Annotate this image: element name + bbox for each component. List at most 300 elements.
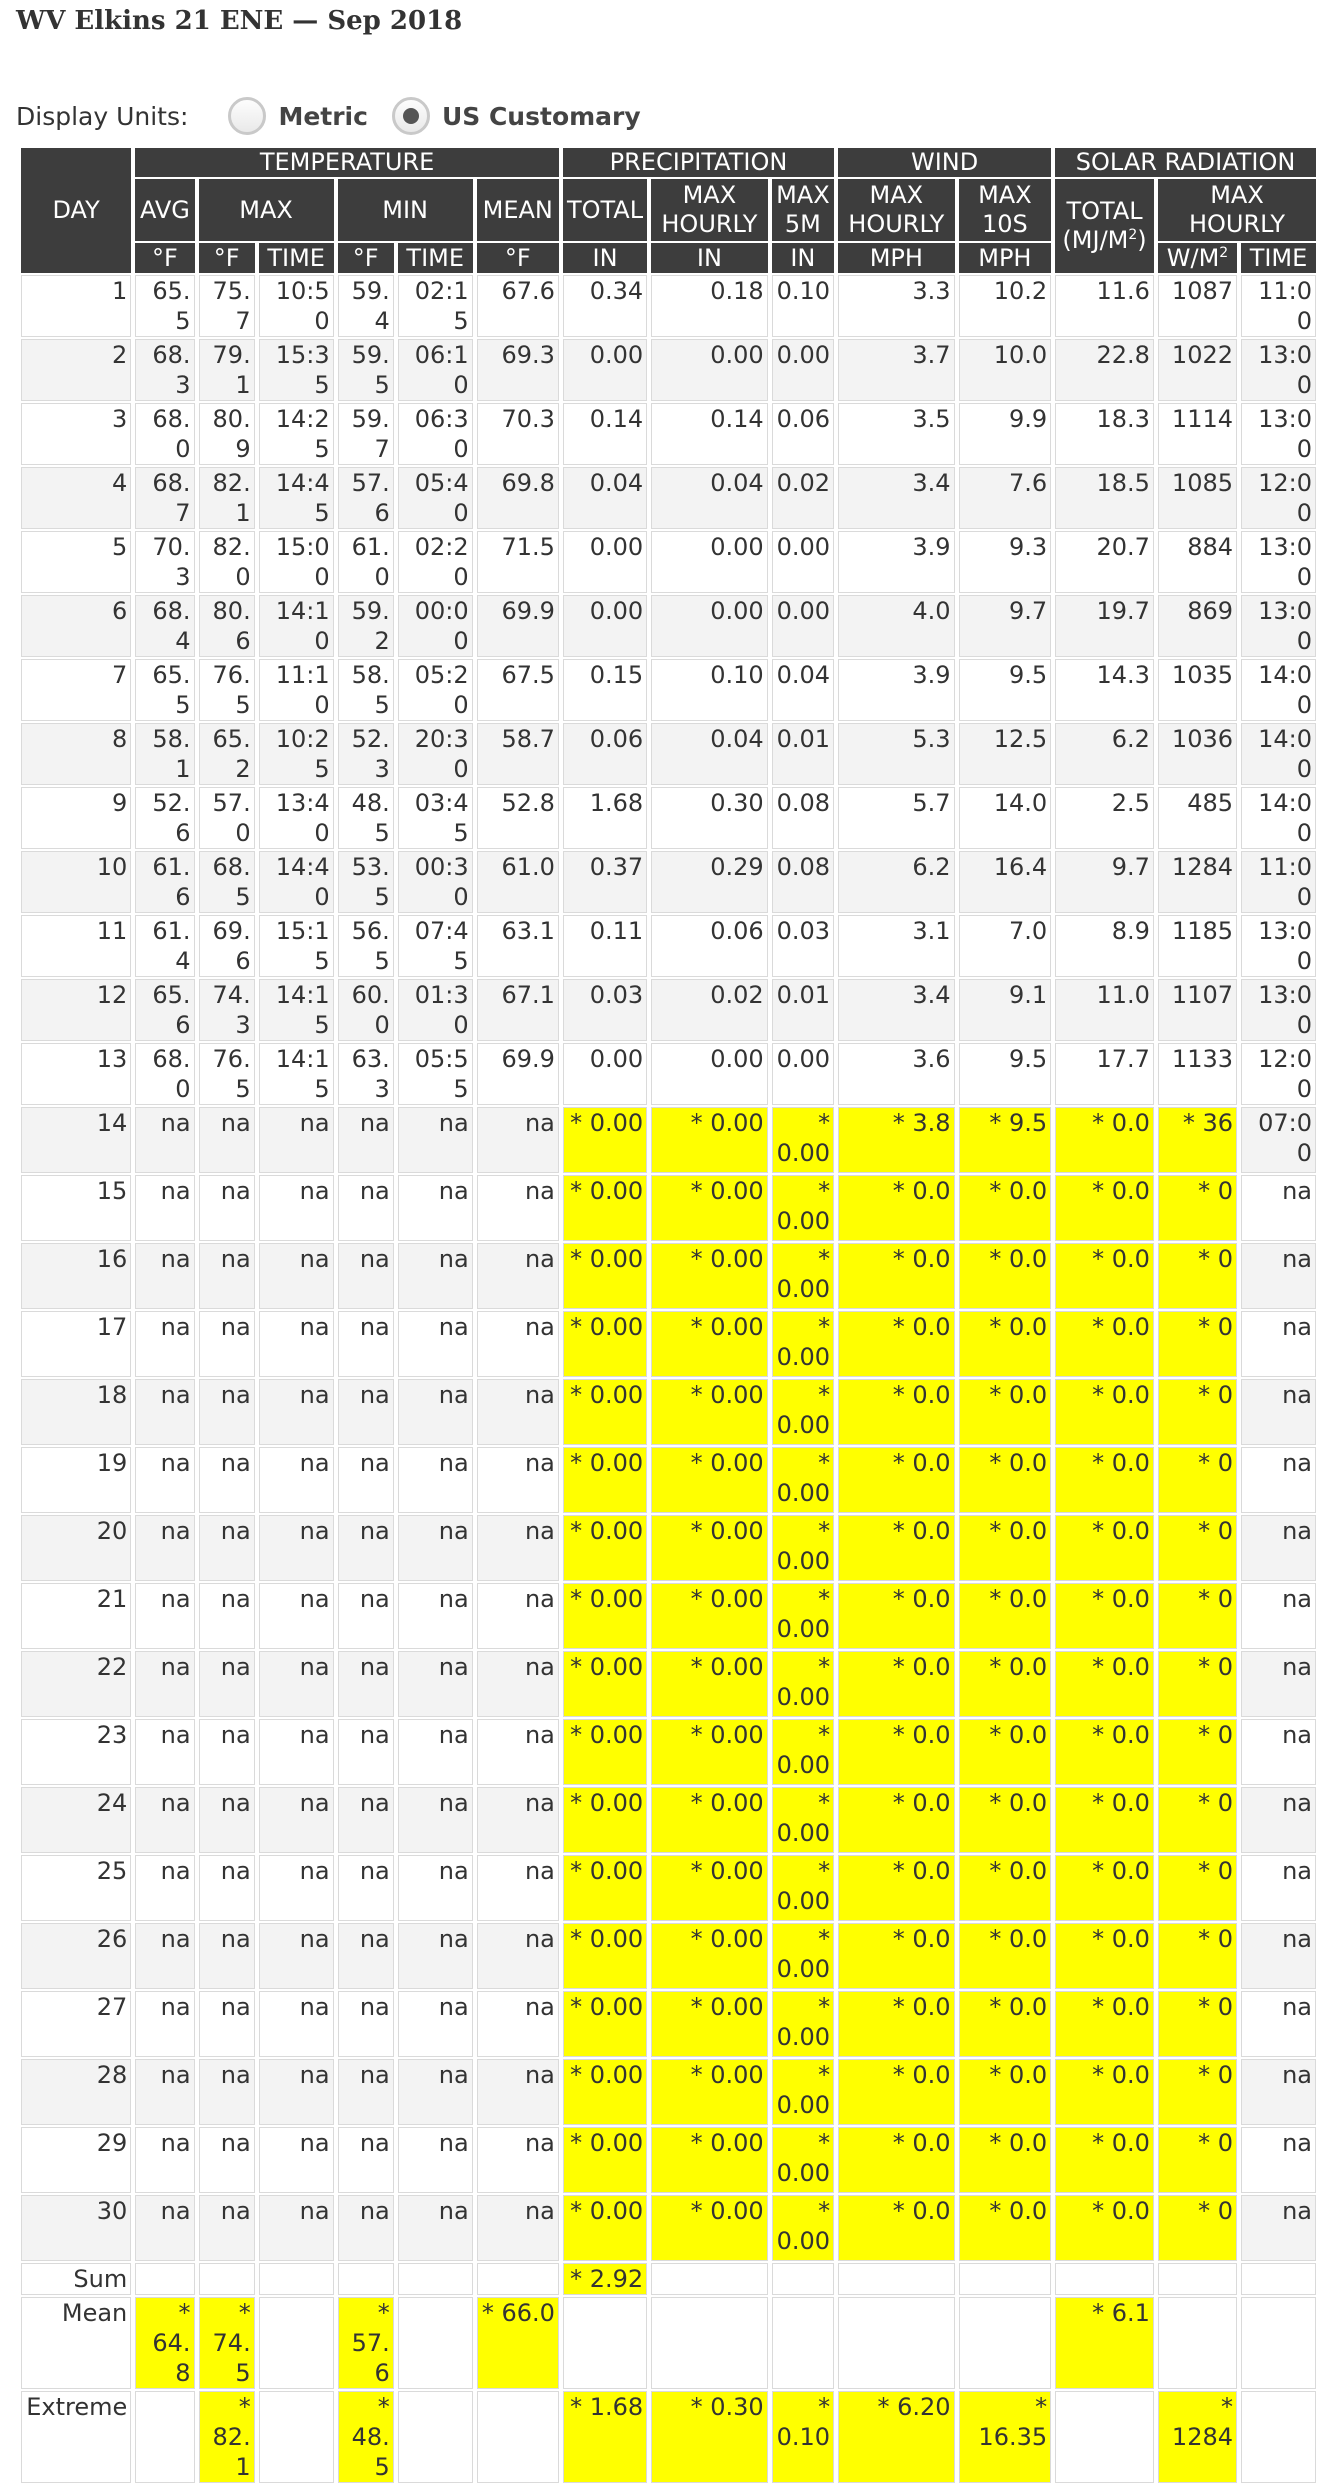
data-cell: na — [338, 1855, 394, 1921]
wind-max-10s-header: MAX 10S — [959, 179, 1052, 241]
data-cell: 1133 — [1158, 1043, 1237, 1105]
data-cell: * 0.0 — [838, 1923, 955, 1989]
table-row — [21, 1379, 1316, 1445]
summary-cell — [477, 2391, 559, 2483]
data-cell: * 0 — [1158, 1787, 1237, 1853]
table-row — [21, 595, 1316, 657]
data-cell: 0.00 — [563, 531, 647, 593]
data-cell: * 0 — [1158, 2195, 1237, 2261]
data-cell: 9.7 — [959, 595, 1052, 657]
unit-header — [651, 243, 768, 273]
data-cell: * 0 — [1158, 1583, 1237, 1649]
day-cell: 28 — [21, 2059, 131, 2125]
data-cell: 14.3 — [1055, 659, 1154, 721]
data-cell: 67.6 — [477, 275, 559, 337]
data-cell: 70.3 — [477, 403, 559, 465]
day-cell: 23 — [21, 1719, 131, 1785]
data-cell: 6.2 — [1055, 723, 1154, 785]
data-cell: na — [477, 1719, 559, 1785]
day-cell: 11 — [21, 915, 131, 977]
data-cell: na — [135, 1651, 194, 1717]
data-cell: 69.3 — [477, 339, 559, 401]
data-cell: na — [199, 1311, 255, 1377]
summary-cell — [959, 2297, 1052, 2389]
data-cell: na — [135, 2127, 194, 2193]
data-cell: * 0.0 — [1055, 1991, 1154, 2057]
day-cell: 18 — [21, 1379, 131, 1445]
data-cell: 0.00 — [772, 595, 834, 657]
data-cell: na — [338, 1447, 394, 1513]
data-cell: * 0.0 — [959, 1719, 1052, 1785]
data-cell: 14:10 — [259, 595, 334, 657]
data-cell: na — [338, 1311, 394, 1377]
data-cell: * 0.00 — [772, 2195, 834, 2261]
table-row — [21, 1991, 1316, 2057]
summary-cell: * 6.20 — [838, 2391, 955, 2483]
data-cell: * 0.0 — [959, 1787, 1052, 1853]
table-row — [21, 275, 1316, 337]
data-cell: 1.68 — [563, 787, 647, 849]
data-cell: na — [338, 2127, 394, 2193]
wind-group-header: WIND — [838, 148, 1051, 177]
data-cell: na — [259, 2127, 334, 2193]
summary-cell — [135, 2263, 194, 2295]
day-cell: 6 — [21, 595, 131, 657]
data-cell: * 0.0 — [1055, 1379, 1154, 1445]
data-cell: na — [398, 1583, 473, 1649]
data-cell: na — [199, 1583, 255, 1649]
data-cell: 68.7 — [135, 467, 194, 529]
data-cell: na — [398, 2059, 473, 2125]
data-cell: 59.4 — [338, 275, 394, 337]
data-cell: 70.3 — [135, 531, 194, 593]
data-cell: 13:00 — [1241, 915, 1316, 977]
table-row — [21, 787, 1316, 849]
data-cell: 11:10 — [259, 659, 334, 721]
table-row — [21, 2195, 1316, 2261]
summary-cell — [1055, 2391, 1154, 2483]
data-cell: * 0.0 — [1055, 1515, 1154, 1581]
data-cell: na — [398, 1175, 473, 1241]
data-cell: 0.18 — [651, 275, 768, 337]
unit-header — [477, 243, 559, 273]
data-cell: * 0.0 — [1055, 1651, 1154, 1717]
summary-cell: * 64.8 — [135, 2297, 194, 2389]
day-cell: 24 — [21, 1787, 131, 1853]
precip-total-header: TOTAL — [563, 179, 647, 241]
summary-cell: * 0.10 — [772, 2391, 834, 2483]
table-row — [21, 467, 1316, 529]
data-cell: * 0.0 — [838, 1515, 955, 1581]
data-cell: * 9.5 — [959, 1107, 1052, 1173]
data-cell: 69.9 — [477, 595, 559, 657]
data-cell: 14:45 — [259, 467, 334, 529]
data-cell: na — [1241, 1583, 1316, 1649]
us-customary-option-label[interactable]: US Customary — [441, 101, 641, 131]
temp-min-header: MIN — [338, 179, 473, 241]
data-cell: 0.00 — [651, 1043, 768, 1105]
data-cell: 6.2 — [838, 851, 955, 913]
data-cell: 69.9 — [477, 1043, 559, 1105]
data-cell: 5.3 — [838, 723, 955, 785]
data-cell: * 0 — [1158, 1447, 1237, 1513]
table-row — [21, 1855, 1316, 1921]
table-row — [21, 1447, 1316, 1513]
data-cell: 76.5 — [199, 1043, 255, 1105]
summary-cell — [959, 2263, 1052, 2295]
data-cell: 9.5 — [959, 659, 1052, 721]
table-row — [21, 1787, 1316, 1853]
data-cell: 52.6 — [135, 787, 194, 849]
data-cell: na — [199, 1719, 255, 1785]
data-cell: 06:10 — [398, 339, 473, 401]
table-row — [21, 1243, 1316, 1309]
data-cell: * 0 — [1158, 2059, 1237, 2125]
data-cell: 9.7 — [1055, 851, 1154, 913]
data-cell: na — [199, 2127, 255, 2193]
data-cell: 14:00 — [1241, 723, 1316, 785]
data-cell: na — [199, 1379, 255, 1445]
unit-label: TIME — [1249, 244, 1308, 272]
table-row — [21, 723, 1316, 785]
data-cell: * 0.00 — [563, 1583, 647, 1649]
data-cell: * 0 — [1158, 2127, 1237, 2193]
summary-cell — [398, 2263, 473, 2295]
data-cell: na — [199, 1515, 255, 1581]
summary-cell: * 74.5 — [199, 2297, 255, 2389]
data-cell: 58.5 — [338, 659, 394, 721]
data-cell: na — [1241, 1855, 1316, 1921]
data-cell: na — [338, 1107, 394, 1173]
page-title: WV Elkins 21 ENE — Sep 2018 — [16, 6, 463, 36]
data-cell: na — [1241, 1515, 1316, 1581]
data-cell: na — [135, 1855, 194, 1921]
data-cell: * 0.00 — [563, 1923, 647, 1989]
data-cell: * 0.0 — [959, 1243, 1052, 1309]
data-cell: na — [477, 1923, 559, 1989]
data-cell: 01:30 — [398, 979, 473, 1041]
data-cell: na — [259, 1583, 334, 1649]
table-row — [21, 851, 1316, 913]
data-cell: * 0.00 — [772, 1855, 834, 1921]
data-cell: * 0.0 — [838, 1787, 955, 1853]
data-cell: * 0 — [1158, 1855, 1237, 1921]
data-cell: 13:00 — [1241, 339, 1316, 401]
table-row — [21, 2059, 1316, 2125]
data-cell: 10.0 — [959, 339, 1052, 401]
data-cell: 13:40 — [259, 787, 334, 849]
data-cell: 0.14 — [563, 403, 647, 465]
summary-label: Extreme — [21, 2391, 131, 2483]
unit-sup: 2 — [1219, 245, 1229, 261]
data-cell: 0.08 — [772, 851, 834, 913]
data-cell: 0.00 — [772, 339, 834, 401]
data-cell: * 0.00 — [563, 1379, 647, 1445]
data-cell: 61.4 — [135, 915, 194, 977]
data-cell: 0.04 — [563, 467, 647, 529]
day-header: DAY — [21, 148, 131, 273]
data-cell: na — [1241, 1787, 1316, 1853]
data-cell: na — [259, 1515, 334, 1581]
data-cell: * 0.0 — [1055, 2059, 1154, 2125]
table-row — [21, 659, 1316, 721]
data-cell: na — [1241, 1447, 1316, 1513]
summary-cell — [259, 2297, 334, 2389]
data-cell: 07:00 — [1241, 1107, 1316, 1173]
data-cell: * 0 — [1158, 1923, 1237, 1989]
data-cell: 65.5 — [135, 659, 194, 721]
data-cell: 80.6 — [199, 595, 255, 657]
unit-header — [1241, 243, 1316, 273]
data-cell: * 0.00 — [563, 1243, 647, 1309]
data-cell: na — [199, 1787, 255, 1853]
data-cell: * 0 — [1158, 1719, 1237, 1785]
data-cell: * 0 — [1158, 1651, 1237, 1717]
summary-cell: * 16.35 — [959, 2391, 1052, 2483]
data-cell: na — [338, 1787, 394, 1853]
data-cell: 9.3 — [959, 531, 1052, 593]
data-cell: * 0.0 — [1055, 1583, 1154, 1649]
day-cell: 14 — [21, 1107, 131, 1173]
unit-header — [338, 243, 394, 273]
data-cell: 68.4 — [135, 595, 194, 657]
data-cell: * 0.00 — [772, 1379, 834, 1445]
data-cell: * 0.00 — [651, 2195, 768, 2261]
day-cell: 20 — [21, 1515, 131, 1581]
table-row — [21, 915, 1316, 977]
data-cell: * 0 — [1158, 1311, 1237, 1377]
data-cell: 79.1 — [199, 339, 255, 401]
data-cell: na — [1241, 1991, 1316, 2057]
data-cell: 3.9 — [838, 531, 955, 593]
data-cell: na — [1241, 2127, 1316, 2193]
data-cell: na — [338, 1923, 394, 1989]
table-row — [21, 1651, 1316, 1717]
data-cell: 0.29 — [651, 851, 768, 913]
data-cell: na — [135, 1107, 194, 1173]
data-cell: * 0 — [1158, 1515, 1237, 1581]
day-cell: 22 — [21, 1651, 131, 1717]
data-cell: na — [259, 1447, 334, 1513]
data-cell: * 3.8 — [838, 1107, 955, 1173]
data-cell: na — [1241, 1719, 1316, 1785]
data-cell: * 0.0 — [959, 1651, 1052, 1717]
data-cell: na — [338, 1243, 394, 1309]
data-cell: 0.00 — [651, 339, 768, 401]
data-cell: 48.5 — [338, 787, 394, 849]
metric-radio[interactable] — [228, 97, 266, 135]
data-cell: 0.04 — [651, 467, 768, 529]
data-cell: na — [259, 1107, 334, 1173]
data-cell: 0.10 — [772, 275, 834, 337]
data-cell: na — [135, 1923, 194, 1989]
day-cell: 29 — [21, 2127, 131, 2193]
data-cell: 7.6 — [959, 467, 1052, 529]
data-cell: na — [477, 1311, 559, 1377]
data-cell: 75.7 — [199, 275, 255, 337]
data-cell: 1022 — [1158, 339, 1237, 401]
summary-cell — [1055, 2263, 1154, 2295]
data-cell: 0.01 — [772, 723, 834, 785]
data-cell: 0.00 — [772, 531, 834, 593]
data-cell: 82.0 — [199, 531, 255, 593]
data-cell: * 0.0 — [959, 2195, 1052, 2261]
unit-label: IN — [592, 244, 618, 272]
data-cell: 00:00 — [398, 595, 473, 657]
data-cell: 0.02 — [772, 467, 834, 529]
data-cell: 67.5 — [477, 659, 559, 721]
data-cell: na — [259, 1175, 334, 1241]
data-cell: na — [259, 2195, 334, 2261]
data-cell: * 0.00 — [651, 1447, 768, 1513]
day-cell: 27 — [21, 1991, 131, 2057]
data-cell: * 0.00 — [772, 1243, 834, 1309]
temperature-group-header: TEMPERATURE — [135, 148, 559, 177]
data-cell: 0.03 — [772, 915, 834, 977]
day-cell: 30 — [21, 2195, 131, 2261]
data-cell: 00:30 — [398, 851, 473, 913]
data-cell: * 0.0 — [1055, 2127, 1154, 2193]
data-cell: * 0.0 — [959, 1991, 1052, 2057]
data-cell: * 0.0 — [959, 1855, 1052, 1921]
summary-cell — [398, 2297, 473, 2389]
data-cell: 0.06 — [772, 403, 834, 465]
data-cell: 0.03 — [563, 979, 647, 1041]
data-cell: 10:50 — [259, 275, 334, 337]
data-cell: 76.5 — [199, 659, 255, 721]
data-cell: * 0.00 — [563, 1107, 647, 1173]
data-cell: 12.5 — [959, 723, 1052, 785]
data-cell: na — [199, 1991, 255, 2057]
data-cell: na — [135, 1311, 194, 1377]
summary-cell — [135, 2391, 194, 2483]
us-customary-radio[interactable] — [392, 97, 430, 135]
unit-label: MPH — [869, 244, 923, 272]
data-cell: 9.9 — [959, 403, 1052, 465]
data-cell: 59.7 — [338, 403, 394, 465]
data-cell: na — [259, 2059, 334, 2125]
summary-cell — [259, 2391, 334, 2483]
data-cell: na — [199, 1175, 255, 1241]
data-cell: na — [1241, 2195, 1316, 2261]
solar-total-header — [1055, 179, 1154, 273]
data-cell: * 0.0 — [1055, 1175, 1154, 1241]
data-cell: na — [398, 1107, 473, 1173]
data-cell: na — [398, 1311, 473, 1377]
data-cell: na — [398, 1651, 473, 1717]
data-cell: * 0.00 — [651, 2059, 768, 2125]
data-cell: * 0.00 — [772, 1787, 834, 1853]
day-cell: 16 — [21, 1243, 131, 1309]
data-cell: 485 — [1158, 787, 1237, 849]
data-cell: 68.3 — [135, 339, 194, 401]
unit-header — [772, 243, 834, 273]
data-cell: na — [259, 1243, 334, 1309]
data-cell: * 0.0 — [959, 1379, 1052, 1445]
data-cell: na — [199, 2059, 255, 2125]
data-cell: 57.6 — [338, 467, 394, 529]
data-cell: 3.1 — [838, 915, 955, 977]
data-cell: 13:00 — [1241, 403, 1316, 465]
data-cell: 16.4 — [959, 851, 1052, 913]
data-cell: 3.4 — [838, 467, 955, 529]
table-row — [21, 979, 1316, 1041]
data-cell: * 0.0 — [1055, 1107, 1154, 1173]
data-cell: 0.00 — [772, 1043, 834, 1105]
unit-label: TIME — [267, 244, 325, 272]
data-cell: * 0.0 — [1055, 1787, 1154, 1853]
data-cell: 56.5 — [338, 915, 394, 977]
data-cell: 0.00 — [563, 339, 647, 401]
data-cell: 18.5 — [1055, 467, 1154, 529]
data-cell: na — [477, 1515, 559, 1581]
data-cell: * 0.0 — [838, 2195, 955, 2261]
table-row — [21, 1107, 1316, 1173]
data-cell: * 0.00 — [772, 1719, 834, 1785]
data-cell: 1085 — [1158, 467, 1237, 529]
data-cell: na — [338, 1651, 394, 1717]
data-cell: 1035 — [1158, 659, 1237, 721]
unit-header — [563, 243, 647, 273]
data-cell: na — [398, 1379, 473, 1445]
day-cell: 15 — [21, 1175, 131, 1241]
day-cell: 13 — [21, 1043, 131, 1105]
summary-cell — [1241, 2297, 1316, 2389]
data-cell: 13:00 — [1241, 531, 1316, 593]
data-cell: 9.1 — [959, 979, 1052, 1041]
data-cell: 1185 — [1158, 915, 1237, 977]
data-cell: na — [338, 2059, 394, 2125]
data-cell: 0.04 — [772, 659, 834, 721]
data-cell: 06:30 — [398, 403, 473, 465]
data-cell: na — [135, 1447, 194, 1513]
data-cell: 57.0 — [199, 787, 255, 849]
unit-header — [959, 243, 1052, 273]
data-cell: * 0.00 — [563, 2127, 647, 2193]
summary-cell: * 57.6 — [338, 2297, 394, 2389]
unit-label: MPH — [978, 244, 1032, 272]
summary-cell — [259, 2263, 334, 2295]
day-cell: 21 — [21, 1583, 131, 1649]
data-cell: 5.7 — [838, 787, 955, 849]
data-cell: * 0.00 — [772, 1175, 834, 1241]
summary-cell — [772, 2297, 834, 2389]
temp-mean-header: MEAN — [477, 179, 559, 241]
data-cell: 15:35 — [259, 339, 334, 401]
data-cell: 05:40 — [398, 467, 473, 529]
day-cell: 2 — [21, 339, 131, 401]
data-cell: 14:25 — [259, 403, 334, 465]
day-cell: 25 — [21, 1855, 131, 1921]
metric-option-label[interactable]: Metric — [278, 101, 368, 131]
solar-total-sup: 2 — [1128, 227, 1138, 243]
data-cell: 0.30 — [651, 787, 768, 849]
data-cell: * 0.0 — [838, 1311, 955, 1377]
summary-row — [21, 2297, 1316, 2389]
unit-label: °F — [213, 244, 240, 272]
unit-header — [135, 243, 194, 273]
data-cell: 3.3 — [838, 275, 955, 337]
data-cell: 3.4 — [838, 979, 955, 1041]
data-cell: * 0.0 — [959, 1923, 1052, 1989]
data-cell: 11:00 — [1241, 275, 1316, 337]
data-cell: na — [1241, 1379, 1316, 1445]
data-cell: 17.7 — [1055, 1043, 1154, 1105]
data-cell: 11.6 — [1055, 275, 1154, 337]
data-cell: * 0.0 — [838, 2127, 955, 2193]
data-cell: * 0.0 — [838, 1175, 955, 1241]
day-cell: 12 — [21, 979, 131, 1041]
